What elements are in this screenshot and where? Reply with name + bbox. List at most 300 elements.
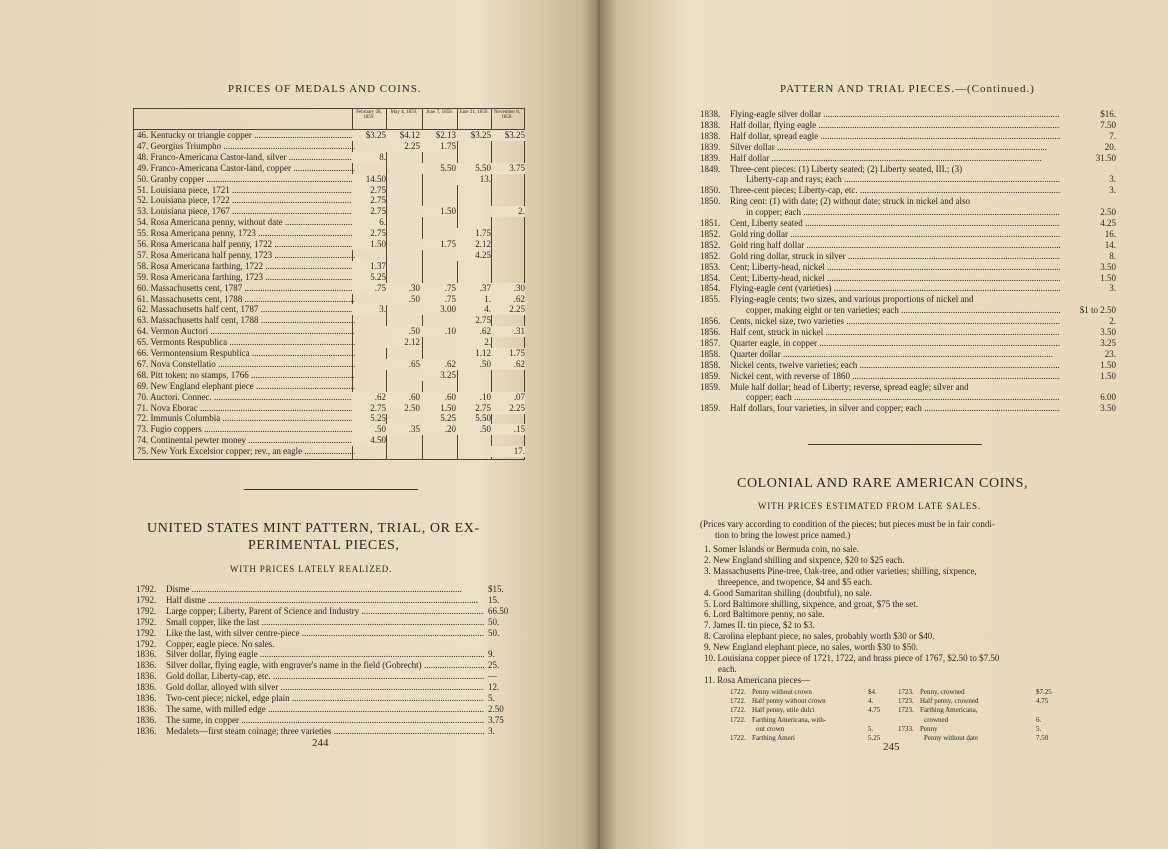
cell-value: .37 — [457, 283, 491, 294]
entry-text: Cent; Liberty-head, nickel ..... — [730, 273, 1060, 284]
entry-year: 1852. — [700, 250, 721, 261]
entry-year: 1852. — [700, 228, 721, 239]
entry-year: 1836. — [136, 682, 157, 693]
entry-year: 1858. — [700, 359, 721, 370]
cell-value: 1.50 — [422, 206, 456, 217]
table-column-header: November 8, 1859. — [493, 110, 521, 120]
entry-year: 1792. — [136, 605, 157, 616]
entry-price: — — [488, 671, 497, 682]
cell-value: 13. — [457, 174, 491, 185]
cell-value: 14.50 — [352, 174, 386, 185]
cell-value: .62 — [422, 359, 456, 370]
colonial-entry-line: 7. James II. tin piece, $2 to $3. — [704, 620, 815, 631]
row-label: 55. Rosa Americana penny, 1723 ..... — [137, 228, 355, 239]
cell-value: $3.25 — [352, 130, 386, 141]
entry-text: Gold ring dollar ..... — [730, 229, 1060, 240]
cell-value: .75 — [422, 283, 456, 294]
entry-price: 7. — [1109, 130, 1116, 141]
colonial-entry-line: 9. New England elephant piece, no sales, worth $30 to $50. — [704, 642, 918, 653]
entry-text: Half dollar, spread eagle ..... — [730, 131, 1060, 142]
entry-year: 1836. — [136, 660, 157, 671]
entry-text: Like the last, with silver centre-piece ..... — [166, 628, 484, 639]
entry-text: Cent, Liberty seated ..... — [730, 218, 1060, 229]
entry-year: 1856. — [700, 316, 721, 327]
entry-text: Nickel cent, with reverse of 1860 ..... — [730, 371, 1060, 382]
row-label: 56. Rosa Americana half penny, 1722 ..... — [137, 239, 355, 250]
rosa-text: Half penny, crowned — [920, 697, 979, 706]
row-label: 46. Kentucky or triangle copper ..... — [137, 130, 355, 141]
cell-value: 2.75 — [352, 206, 386, 217]
rosa-entry — [730, 734, 890, 743]
cell-value: $2.13 — [422, 130, 456, 141]
rosa-entry — [898, 716, 1058, 725]
row-label: 75. New York Excelsior copper; rev., an eagle ..... — [137, 446, 355, 457]
table-column-header: June 7, 1859. — [426, 110, 453, 115]
cell-value: 1.75 — [457, 228, 491, 239]
rosa-price: 6. — [1036, 715, 1042, 724]
pattern-entry — [700, 196, 1120, 218]
cell-value: 2.75 — [457, 315, 491, 326]
pattern-entry — [700, 273, 1120, 284]
rosa-entry — [730, 725, 890, 734]
cell-value: .62 — [457, 326, 491, 337]
entry-year: 1857. — [700, 337, 721, 348]
entry-year: 1849. — [700, 163, 721, 174]
entry-price: 5. — [488, 693, 495, 703]
cell-value: 17. — [491, 446, 525, 457]
entry-text: Three-cent pieces; Liberty-cap, etc. ..... — [730, 185, 1060, 196]
row-label: 60. Massachusetts cent, 1787 ..... — [137, 283, 355, 294]
rosa-year: 1722. — [730, 715, 746, 724]
entry-price: 3.50 — [1100, 261, 1116, 272]
cell-value: 1.75 — [491, 348, 525, 359]
entry-price: 50. — [488, 627, 500, 638]
entry-text: Gold dollar, alloyed with silver ..... — [166, 682, 484, 693]
colonial-entry-line: 3. Massachusetts Pine-tree, Oak-tree, and other varieties; shilling, sixpence, — [704, 565, 977, 576]
entry-year: 1856. — [700, 327, 721, 337]
entry-price: 25. — [488, 660, 500, 671]
rosa-entry — [898, 688, 1058, 697]
rosa-price: 5.25 — [868, 734, 881, 742]
entry-text: Flying-eagle cent (varieties) ..... — [730, 283, 1060, 294]
rosa-price: $7.25 — [1036, 688, 1052, 696]
entry-text: Disme ..... — [166, 584, 484, 595]
entry-price: 1.50 — [1100, 359, 1116, 370]
cell-value: 2.25 — [491, 304, 525, 315]
entry-year: 1854. — [700, 272, 721, 283]
cell-value: 3.25 — [422, 370, 456, 381]
entry-year: 1792. — [136, 638, 157, 649]
cell-value: 8. — [352, 152, 386, 163]
entry-year: 1839. — [700, 141, 721, 152]
row-label: 61. Massachusetts cent, 1788 ..... — [137, 294, 355, 305]
entry-text: Cent; Liberty-head, nickel ..... — [730, 262, 1060, 273]
entry-text: in copper; each ..... — [746, 207, 1060, 218]
entry-text: Mule half dollar; head of Liberty; reverse, spread eagle; silver and — [730, 381, 969, 392]
entry-year: 1836. — [136, 649, 157, 660]
pattern-entry — [700, 382, 1120, 404]
entry-price: 9. — [488, 649, 495, 660]
row-label: 48. Franco-Americana Castor-land, silver ..... — [137, 152, 355, 163]
cell-value: .31 — [491, 326, 525, 337]
entry-text: Liberty-cap and rays; each ..... — [746, 174, 1060, 185]
entry-text: Large copper; Liberty, Parent of Science and Industry ..... — [166, 606, 484, 617]
entry-price: 1.50 — [1100, 272, 1116, 283]
entry-price: 15. — [488, 594, 500, 605]
cell-value: .65 — [386, 359, 420, 370]
cell-value: 4.25 — [457, 250, 491, 261]
cell-value: 2.75 — [352, 403, 386, 414]
entry-price: 3. — [1109, 283, 1116, 294]
cell-value: 4.50 — [352, 435, 386, 446]
entry-year: 1838. — [700, 119, 721, 130]
cell-value: 2.50 — [386, 403, 420, 414]
entry-price: $1 to 2.50 — [1079, 305, 1116, 316]
entry-text: Silver dollar ..... — [730, 142, 1060, 153]
entry-year: 1859. — [700, 403, 721, 414]
pattern-entry — [700, 371, 1120, 382]
rosa-text: crowned — [924, 715, 949, 724]
rosa-text: Penny, crowned — [920, 688, 965, 696]
entry-year: 1838. — [700, 130, 721, 141]
rosa-price: 4.75 — [868, 706, 881, 715]
row-label: 50. Granby copper ..... — [137, 174, 355, 185]
entry-year: 1836. — [136, 703, 157, 714]
entry-year: 1836. — [136, 693, 157, 703]
entry-price: 7.50 — [1100, 119, 1116, 130]
entry-year: 1792. — [136, 594, 157, 605]
colonial-entry-line: threepence, and twopence, $4 and $5 each. — [718, 576, 873, 587]
table-column-header: February 28, 1859. — [356, 110, 382, 120]
rosa-price: 4. — [868, 697, 874, 706]
cell-value: .30 — [386, 283, 420, 294]
row-label: 73. Fugio coppers ..... — [137, 424, 355, 435]
cell-value: 1.50 — [422, 403, 456, 414]
cell-value: $3.25 — [457, 130, 491, 141]
entry-price: 3.50 — [1100, 403, 1116, 414]
pattern-entry — [700, 153, 1120, 164]
row-label: 47. Georgius Triumpho ..... — [137, 141, 355, 152]
colonial-section-subtitle: WITH PRICES ESTIMATED FROM LATE SALES. — [758, 501, 981, 511]
cell-value: .35 — [386, 424, 420, 435]
rosa-price: $4. — [868, 688, 877, 696]
rosa-entry — [730, 697, 890, 706]
table-column-header: June 21, 1859. — [459, 110, 489, 115]
entry-text: Gold ring half dollar ..... — [730, 240, 1060, 251]
cell-value: 1.50 — [352, 239, 386, 250]
row-label: 65. Vermonts Respublica ..... — [137, 337, 355, 348]
cell-value: 3. — [352, 304, 386, 315]
cell-value: 2.75 — [457, 403, 491, 414]
rosa-text: Farthing Ameri — [752, 734, 795, 742]
cell-value: .60 — [386, 392, 420, 403]
section-divider-right — [808, 444, 982, 445]
entry-price: 4.25 — [1100, 218, 1116, 228]
entry-price: 31.50 — [1095, 152, 1116, 163]
rosa-text: Half penny, utile dulci — [752, 706, 815, 715]
rosa-text: Penny — [920, 724, 938, 733]
pattern-entry — [700, 185, 1120, 196]
cell-value: .30 — [491, 283, 525, 294]
cell-value: .75 — [422, 294, 456, 305]
entry-price: 3.50 — [1100, 327, 1116, 337]
rosa-price: 7.50 — [1036, 734, 1049, 742]
rosa-year: 1723. — [898, 688, 914, 696]
cell-value: 2. — [491, 206, 525, 217]
colonial-section-title: COLONIAL AND RARE AMERICAN COINS, — [737, 476, 1029, 491]
entry-year: 1839. — [700, 152, 721, 163]
entry-year: 1792. — [136, 584, 157, 594]
row-label: 68. Pitt token; no stamps, 1766 ..... — [137, 370, 355, 381]
cell-value: .50 — [386, 326, 420, 337]
entry-text: Gold dollar, Liberty-cap, etc. ..... — [166, 671, 484, 682]
entry-text: Medalets—first steam coinage; three varieties ..... — [166, 726, 484, 737]
pattern-entry — [700, 240, 1120, 251]
rosa-price: 5. — [1036, 724, 1042, 733]
pattern-entry — [700, 403, 1120, 414]
colonial-entry-line: 4. Good Samaritan shilling (doubtful), no sale. — [704, 587, 872, 598]
cell-value: 3.75 — [491, 163, 525, 174]
colonial-entry-line: 8. Carolina elephant piece, no sales, probably worth $30 or $40. — [704, 631, 935, 642]
entry-text: Half dollar, flying eagle ..... — [730, 120, 1060, 131]
right-page — [600, 0, 1168, 849]
cell-value: 2.12 — [457, 239, 491, 250]
row-label: 64. Vermon Auctori ..... — [137, 326, 355, 337]
entry-text: Small copper, like the last ..... — [166, 617, 484, 628]
price-note-line1: (Prices vary according to condition of the pieces; but pieces must be in fair condi- — [700, 519, 995, 529]
cell-value: 5.50 — [457, 163, 491, 174]
entry-price: $16. — [1100, 109, 1116, 119]
entry-text: Ring cent: (1) with date; (2) without date; struck in nickel and also — [730, 196, 970, 207]
pattern-entry — [700, 349, 1120, 360]
cell-value: 6. — [352, 217, 386, 228]
cell-value: 5.50 — [422, 163, 456, 174]
entry-year: 1836. — [136, 725, 157, 736]
rosa-year: 1722. — [730, 697, 746, 706]
rosa-text: Farthing Americana, with- — [752, 715, 827, 724]
rosa-text: Penny without crown — [752, 688, 812, 696]
cell-value: 1.75 — [422, 239, 456, 250]
entry-text: The same, in copper ..... — [166, 715, 484, 726]
row-label: 63. Massachusetts half cent, 1788 ..... — [137, 315, 355, 326]
cell-value: .50 — [457, 359, 491, 370]
entry-text: Three-cent pieces: (1) Liberty seated; (2) Liberty seated, III.; (3) — [730, 163, 963, 174]
rosa-year: 1733. — [898, 724, 914, 733]
entry-text: Gold ring dollar, struck in silver ..... — [730, 251, 1060, 262]
pattern-entry — [700, 327, 1120, 338]
entry-year: 1858. — [700, 348, 721, 359]
entry-year: 1855. — [700, 294, 721, 305]
entry-price: 3. — [1109, 174, 1116, 185]
entry-price: 50. — [488, 616, 500, 627]
row-label: 53. Louisiana piece, 1767 ..... — [137, 206, 355, 217]
cell-value: .20 — [422, 424, 456, 435]
entry-text: copper; each ..... — [746, 392, 1060, 403]
page-number-right: 245 — [883, 741, 900, 753]
cell-value: 2.25 — [491, 403, 525, 414]
entry-text: Flying-eagle cents; two sizes, and various proportions of nickel and — [730, 294, 974, 305]
entry-year: 1836. — [136, 714, 157, 725]
entry-text: Half dollar ..... — [730, 153, 1060, 164]
rosa-year: 1722. — [730, 706, 746, 715]
cell-value: $3.25 — [491, 130, 525, 141]
entry-text: Quarter dollar ..... — [730, 349, 1060, 360]
row-label: 67. Nova Constellatio ..... — [137, 359, 355, 370]
pattern-entry — [700, 251, 1120, 262]
entry-price: 8. — [1109, 250, 1116, 261]
cell-value: 2. — [457, 337, 491, 348]
running-head-right: PATTERN AND TRIAL PIECES.—(Continued.) — [780, 83, 1035, 95]
cell-value: 1.12 — [457, 348, 491, 359]
pattern-section-title-line1: UNITED STATES MINT PATTERN, TRIAL, OR EX- — [147, 521, 480, 536]
entry-price: 3.75 — [488, 714, 504, 725]
rosa-text: Penny without date — [924, 734, 979, 742]
pattern-entry — [700, 229, 1120, 240]
entry-price: 12. — [488, 682, 500, 693]
entry-price: 2. — [1109, 316, 1116, 327]
cell-value: .50 — [457, 424, 491, 435]
rosa-entry — [898, 725, 1058, 734]
pattern-entry — [700, 164, 1120, 186]
cell-value: 1.75 — [422, 141, 456, 152]
pattern-entry — [700, 120, 1120, 131]
entry-text: Half cent, struck in nickel ..... — [730, 327, 1060, 338]
table-column-header: May 4, 1859. — [390, 110, 418, 115]
entry-price: 23. — [1104, 348, 1116, 359]
rosa-year: 1723. — [898, 697, 914, 706]
entry-year: 1859. — [700, 370, 721, 381]
entry-text: Copper, eagle piece. No sales. — [166, 638, 275, 649]
cell-value: 4. — [457, 304, 491, 315]
rosa-text: Farthing Americana, — [920, 706, 978, 715]
row-label: 62. Massachusetts half cent, 1787 ..... — [137, 304, 355, 315]
entry-price: 1.50 — [1100, 370, 1116, 381]
cell-value: 5.50 — [457, 413, 491, 424]
row-label: 74. Continental pewter money ..... — [137, 435, 355, 446]
cell-value: $4.12 — [386, 130, 420, 141]
entry-text: Two-cent piece; nickel, edge plain ..... — [166, 693, 484, 704]
pattern-entry — [700, 142, 1120, 153]
row-label: 59. Rosa Americana farthing, 1723 ..... — [137, 272, 355, 283]
entry-year: 1850. — [700, 185, 721, 196]
cell-value: 5.25 — [352, 413, 386, 424]
cell-value: .62 — [491, 359, 525, 370]
rosa-entry — [730, 688, 890, 697]
cell-value: 2.75 — [352, 185, 386, 196]
rosa-entry — [730, 716, 890, 725]
cell-value: .10 — [457, 392, 491, 403]
colonial-entry-line: 2. New England shilling and sixpence, $20 to $25 each. — [704, 554, 905, 565]
rosa-entry — [730, 706, 890, 715]
pattern-section-title-line2: PERIMENTAL PIECES, — [248, 538, 400, 553]
row-label: 54. Rosa Americana penny, without date ..... — [137, 217, 355, 228]
pattern-entry — [700, 338, 1120, 349]
rosa-year: 1722. — [730, 688, 746, 696]
entry-text: Cents, nickel size, two varieties ..... — [730, 316, 1060, 327]
entry-text: Silver dollar, flying eagle ..... — [166, 649, 484, 660]
cell-value: .15 — [491, 424, 525, 435]
pattern-entry — [700, 316, 1120, 327]
row-label: 57. Rosa Americana half penny, 1723 ..... — [137, 250, 355, 261]
cell-value: .62 — [491, 294, 525, 305]
entry-text: Silver dollar, flying eagle, with engraver's name in the field (Gobrecht) ..... — [166, 660, 484, 671]
cell-value: 5.25 — [352, 272, 386, 283]
cell-value: 2.75 — [352, 228, 386, 239]
colonial-entry-line: 1. Somer Islands or Bermuda coin, no sale. — [704, 544, 859, 554]
cell-value: 2.12 — [386, 337, 420, 348]
entry-year: 1852. — [700, 239, 721, 250]
rosa-price: 4.75 — [1036, 697, 1049, 706]
cell-value: 2.75 — [352, 195, 386, 206]
entry-price: 3. — [1109, 185, 1116, 196]
page-number-left: 244 — [312, 737, 329, 749]
cell-value: .60 — [422, 392, 456, 403]
rosa-year: 1723. — [898, 706, 914, 715]
cell-value: 5.25 — [422, 413, 456, 424]
entry-price: 14. — [1104, 239, 1116, 250]
entry-price: 66.50 — [488, 605, 509, 616]
entry-year: 1850. — [700, 196, 721, 207]
entry-text: Quarter eagle, in copper ..... — [730, 338, 1060, 349]
entry-text: Nickel cents, twelve varieties; each ..... — [730, 360, 1060, 371]
pattern-entry — [700, 131, 1120, 142]
entry-price: 16. — [1104, 228, 1116, 239]
entry-year: 1792. — [136, 616, 157, 627]
row-label: 66. Vermontensium Respublica ..... — [137, 348, 355, 359]
colonial-entry-line: 10. Louisiana copper piece of 1721, 1722, and brass piece of 1767, $2.50 to $7.50 — [704, 653, 1000, 663]
cell-value: 3.00 — [422, 304, 456, 315]
entry-year: 1854. — [700, 283, 721, 294]
cell-value: .10 — [422, 326, 456, 337]
cell-value: .50 — [386, 294, 420, 305]
row-label: 52. Louisiana piece, 1722 ..... — [137, 195, 355, 206]
rosa-entry — [898, 734, 1058, 743]
entry-text: Half dollars, four varieties, in silver and copper; each ..... — [730, 403, 1060, 414]
entry-text: copper, making eight or ten varieties; each ..... — [746, 305, 1060, 316]
entry-year: 1838. — [700, 109, 721, 119]
colonial-entry-line: 11. Rosa Americana pieces— — [704, 674, 811, 685]
colonial-entry-line: each. — [718, 663, 737, 674]
entry-year: 1859. — [700, 381, 721, 392]
pattern-section-subtitle: WITH PRICES LATELY REALIZED. — [230, 564, 393, 574]
entry-price: $15. — [488, 584, 504, 594]
entry-text: The same, with milled edge ..... — [166, 704, 484, 715]
cell-value: 2.25 — [386, 141, 420, 152]
rosa-text: out crown — [756, 724, 785, 733]
cell-value: .07 — [491, 392, 525, 403]
pattern-entry — [700, 283, 1120, 294]
pattern-entry — [700, 262, 1120, 273]
entry-year: 1853. — [700, 261, 721, 272]
row-label: 70. Auctori. Connec. ..... — [137, 392, 355, 403]
price-note-line2: tion to bring the lowest price named.) — [715, 530, 851, 540]
cell-value: 1. — [457, 294, 491, 305]
entry-price: 2.50 — [1100, 207, 1116, 218]
row-label: 49. Franco-Americana Castor-land, copper ..... — [137, 163, 355, 174]
cell-value: 1.37 — [352, 261, 386, 272]
pattern-entry — [700, 109, 1120, 120]
running-head-left: PRICES OF MEDALS AND COINS. — [228, 83, 422, 95]
cell-value: .75 — [352, 283, 386, 294]
entry-year: 1836. — [136, 671, 157, 682]
row-label: 51. Louisiana piece, 1721 ..... — [137, 185, 355, 196]
row-label: 72. Immunis Columbia ..... — [137, 413, 355, 424]
cell-value: .50 — [352, 424, 386, 435]
prices-table — [133, 108, 525, 460]
entry-year: 1792. — [136, 627, 157, 638]
entry-text: Half disme ..... — [166, 595, 484, 606]
entry-price: 2.50 — [488, 703, 504, 714]
